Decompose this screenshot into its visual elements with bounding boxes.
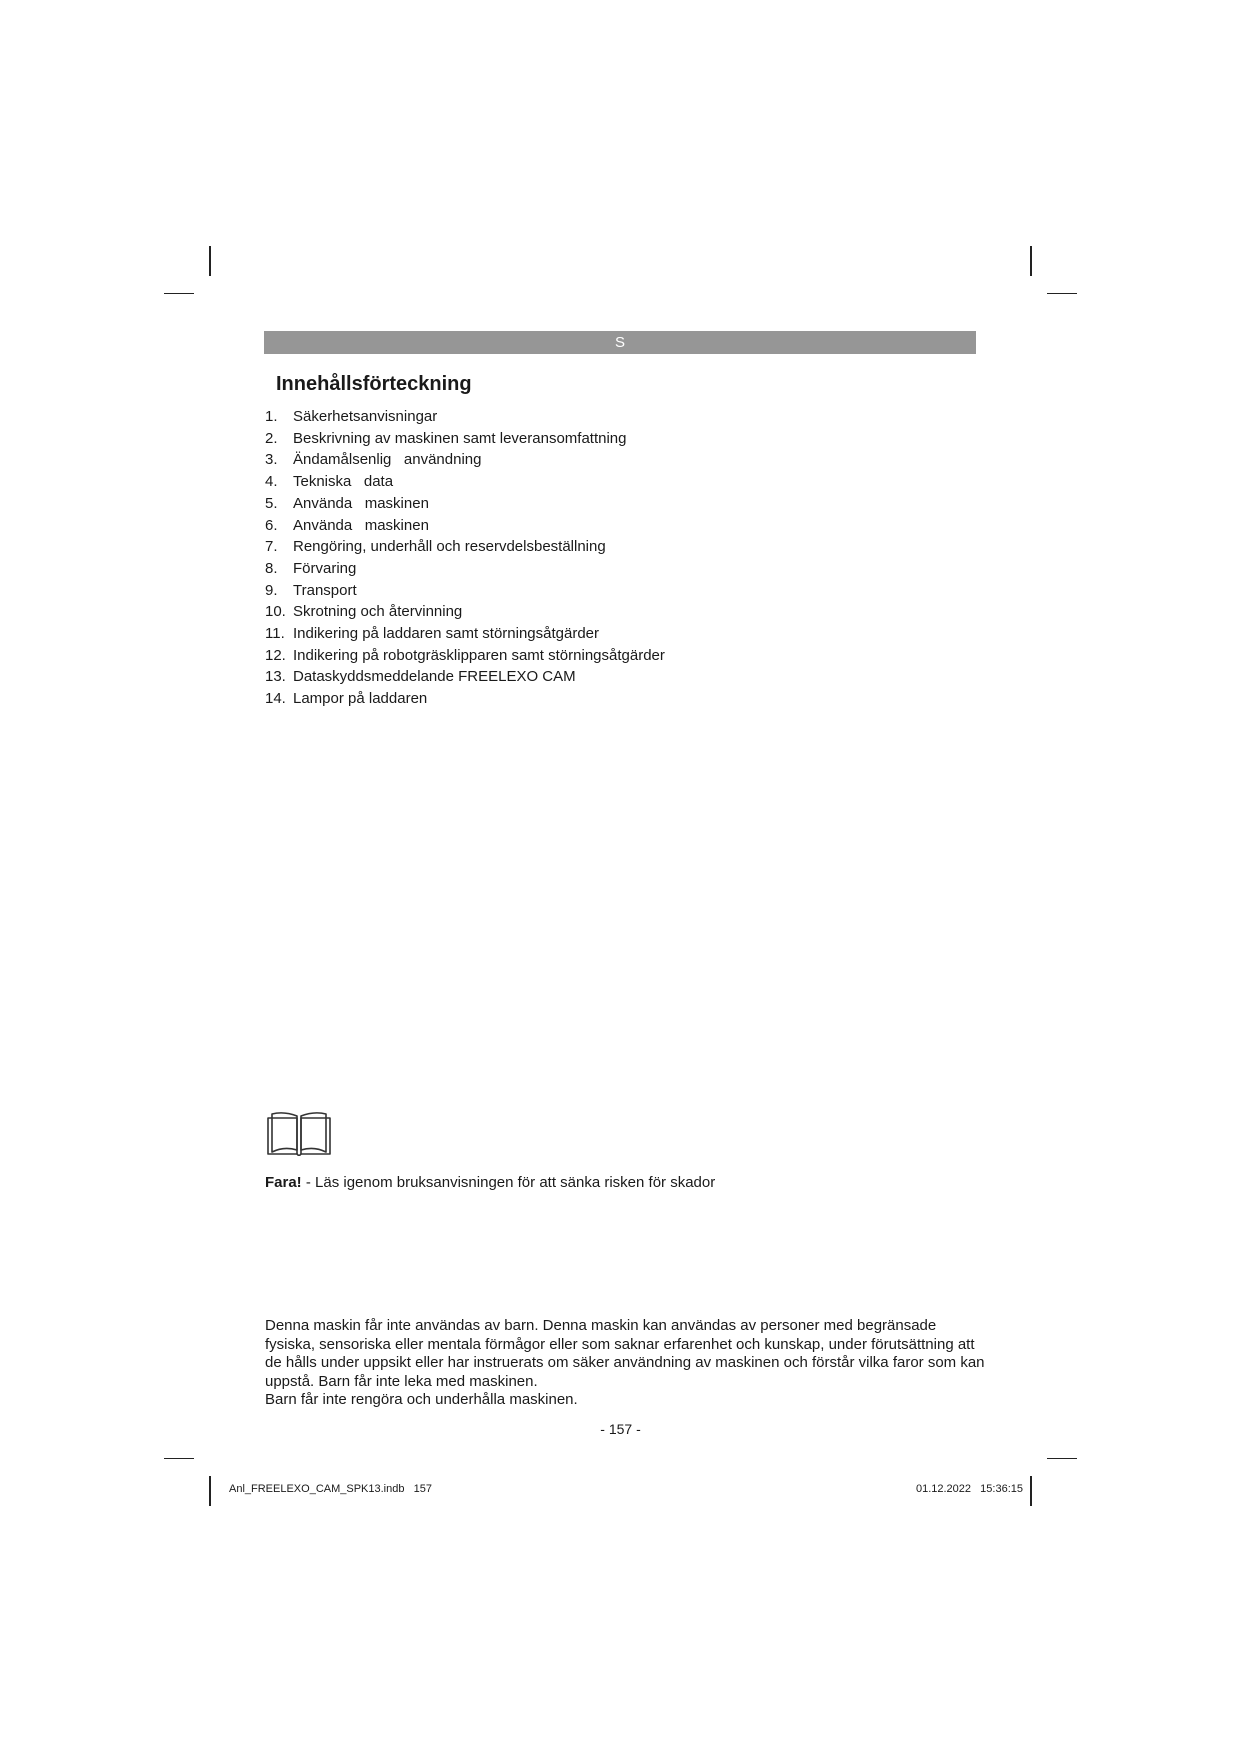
toc-item-label: Tekniska data — [293, 473, 394, 491]
open-book-icon — [266, 1110, 332, 1156]
crop-mark — [1047, 293, 1077, 294]
toc-item-label: Lampor på laddaren — [293, 690, 428, 708]
language-header-bar — [264, 331, 976, 354]
footer-timestamp: 01.12.2022 15:36:15 — [915, 1483, 1023, 1495]
safety-paragraph — [265, 1317, 985, 1410]
safety-paragraph-text: Denna maskin får inte användas av barn. Denna maskin kan användas av personer med begränsade fysiska, sensoriska eller mentala förmågor eller som saknar erfarenhet och kunskap, under förutsättning att de hålls under uppsikt eller har instruerats om säker användning av maskinen och förstår vilka faror som kan uppstå. Barn får inte leka med maskinen. — [265, 1317, 985, 1390]
warning-label: Fara! — [265, 1174, 302, 1191]
toc-item[interactable] — [265, 688, 665, 710]
toc-item-number: 10. — [265, 603, 286, 621]
toc-item[interactable] — [265, 623, 665, 645]
toc-item-number: 3. — [265, 451, 278, 469]
crop-mark — [1030, 1476, 1032, 1506]
safety-paragraph-text-2: Barn får inte rengöra och underhålla maskinen. — [265, 1391, 578, 1408]
toc-item-number: 1. — [265, 408, 278, 425]
toc-item-number: 13. — [265, 668, 286, 686]
toc-item-number: 7. — [265, 538, 278, 556]
toc-item[interactable] — [265, 406, 665, 428]
toc-list — [265, 406, 665, 710]
language-code: S — [614, 334, 625, 351]
toc-item-label: Förvaring — [293, 559, 357, 577]
crop-mark — [164, 1458, 194, 1459]
toc-item-number: 6. — [265, 516, 278, 534]
toc-item-number: 9. — [265, 581, 278, 599]
toc-item[interactable] — [265, 601, 665, 623]
crop-mark — [209, 246, 211, 276]
toc-item[interactable] — [265, 580, 665, 602]
toc-item[interactable] — [265, 645, 665, 667]
toc-item-label: Rengöring, underhåll och reservdelsbeställning — [293, 538, 606, 556]
toc-item-label: Transport — [293, 581, 357, 599]
toc-item[interactable] — [265, 428, 665, 450]
toc-item-number: 8. — [265, 559, 278, 577]
toc-item-label: Dataskyddsmeddelande FREELEXO CAM — [293, 668, 576, 686]
toc-item[interactable] — [265, 493, 665, 515]
toc-item[interactable] — [265, 515, 665, 537]
crop-mark — [164, 293, 194, 294]
toc-item-label: Beskrivning av maskinen samt leveransomfattning — [293, 429, 627, 447]
toc-item-label: Indikering på laddaren samt störningsåtgärder — [293, 625, 600, 643]
toc-item-label: Skrotning och återvinning — [293, 603, 463, 621]
toc-item-number: 5. — [265, 494, 278, 512]
crop-mark — [1047, 1458, 1077, 1459]
toc-item-label: Använda maskinen — [293, 516, 429, 534]
footer-file-name: Anl_FREELEXO_CAM_SPK13.indb 157 — [229, 1483, 433, 1495]
toc-item-label: Säkerhetsanvisningar — [293, 408, 438, 425]
toc-item-number: 12. — [265, 646, 286, 664]
toc-item-number: 4. — [265, 473, 278, 491]
toc-item-label: Ändamålsenlig användning — [293, 451, 482, 469]
toc-item[interactable] — [265, 536, 665, 558]
toc-item-number: 2. — [265, 429, 278, 447]
toc-item[interactable] — [265, 471, 665, 493]
toc-item-label: Använda maskinen — [293, 494, 429, 512]
toc-item-label: Indikering på robotgräsklipparen samt störningsåtgärder — [293, 646, 665, 664]
toc-item[interactable] — [265, 558, 665, 580]
toc-item-number: 11. — [265, 625, 285, 643]
toc-item[interactable] — [265, 449, 665, 471]
toc-item-number: 14. — [265, 690, 286, 708]
page-number: - 157 - — [600, 1421, 641, 1437]
toc-title: Innehållsförteckning — [276, 373, 472, 395]
toc-item[interactable] — [265, 666, 665, 688]
crop-mark — [209, 1476, 211, 1506]
warning-message: - Läs igenom bruksanvisningen för att sänka risken för skador — [301, 1174, 716, 1191]
crop-mark — [1030, 246, 1032, 276]
warning-text — [265, 1173, 715, 1193]
